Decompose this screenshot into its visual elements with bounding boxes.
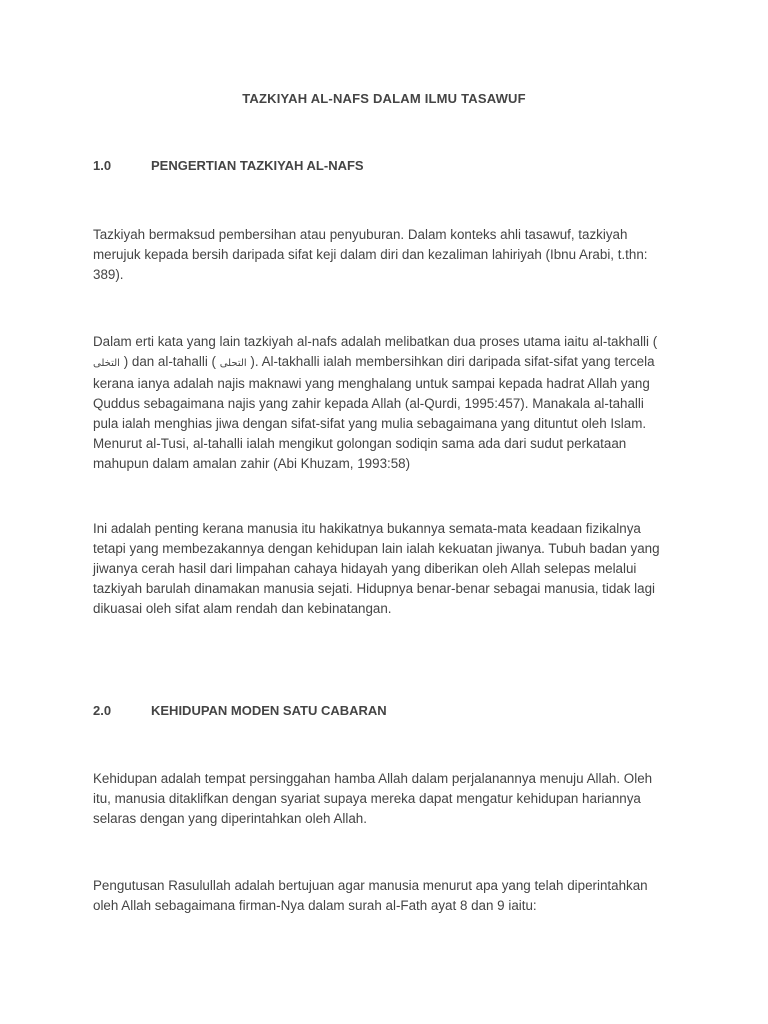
paragraph-text: Dalam erti kata yang lain tazkiyah al-nafs adalah melibatkan dua proses utama iaitu al-takhalli (	[93, 334, 658, 349]
section-number: 1.0	[93, 158, 112, 173]
section-title: PENGERTIAN TAZKIYAH AL-NAFS	[151, 158, 364, 173]
paragraph-text: ). Al-takhalli ialah membersihkan diri daripada sifat-sifat yang tercela kerana ianya adalah najis maknawi yang menghalang untuk sampai kepada hadrat Allah yang Quddus sebagaimana najis yang zahir kepada Allah (al-Qurdi, 1995:457). Manakala al-tahalli pula ialah menghias jiwa dengan sifat-sifat yang mulia sebagaimana yang dituntut oleh Islam. Menurut al-Tusi, al-tahalli ialah mengikut golongan sodiqin sama ada dari sudut perkataan mahupun dalam amalan zahir (Abi Khuzam, 1993:58)	[93, 354, 655, 471]
arabic-term-tahalli: التحلى	[219, 358, 247, 369]
paragraph-tazkiyah-definition: Tazkiyah bermaksud pembersihan atau penyuburan. Dalam konteks ahli tasawuf, tazkiyah merujuk kepada bersih daripada sifat keji dalam diri dan kezaliman lahiriyah (Ibnu Arabi, t.thn: 389).	[93, 227, 648, 282]
section-heading-1	[93, 158, 364, 173]
paragraph-importance: Ini adalah penting kerana manusia itu hakikatnya bukannya semata-mata keadaan fizikalnya tetapi yang membezakannya dengan kehidupan lain ialah kekuatan jiwanya. Tubuh badan yang jiwanya cerah hasil dari limpahan cahaya hidayah yang diberikan oleh Allah selepas melalui tazkiyah barulah dinamakan manusia sejati. Hidupnya benar-benar sebagai manusia, tidak lagi dikuasai oleh sifat alam rendah dan kebinatangan.	[93, 521, 660, 616]
section-number: 2.0	[93, 703, 112, 718]
paragraph-takhalli-tahalli	[93, 332, 668, 474]
document-title: TAZKIYAH AL-NAFS DALAM ILMU TASAWUF	[242, 91, 526, 106]
paragraph-prophet-mission: Pengutusan Rasulullah adalah bertujuan agar manusia menurut apa yang telah diperintahkan oleh Allah sebagaimana firman-Nya dalam surah al-Fath ayat 8 dan 9 iaitu:	[93, 878, 648, 913]
paragraph-modern-life: Kehidupan adalah tempat persinggahan hamba Allah dalam perjalanannya menuju Allah. Oleh itu, manusia ditaklifkan dengan syariat supaya mereka dapat mengatur kehidupan hariannya selaras dengan yang diperintahkan oleh Allah.	[93, 771, 653, 826]
paragraph-text: ) dan al-tahalli (	[123, 354, 216, 369]
section-title: KEHIDUPAN MODEN SATU CABARAN	[151, 703, 387, 718]
arabic-term-takhalli: التخلى	[93, 358, 120, 369]
section-heading-2	[93, 703, 387, 718]
